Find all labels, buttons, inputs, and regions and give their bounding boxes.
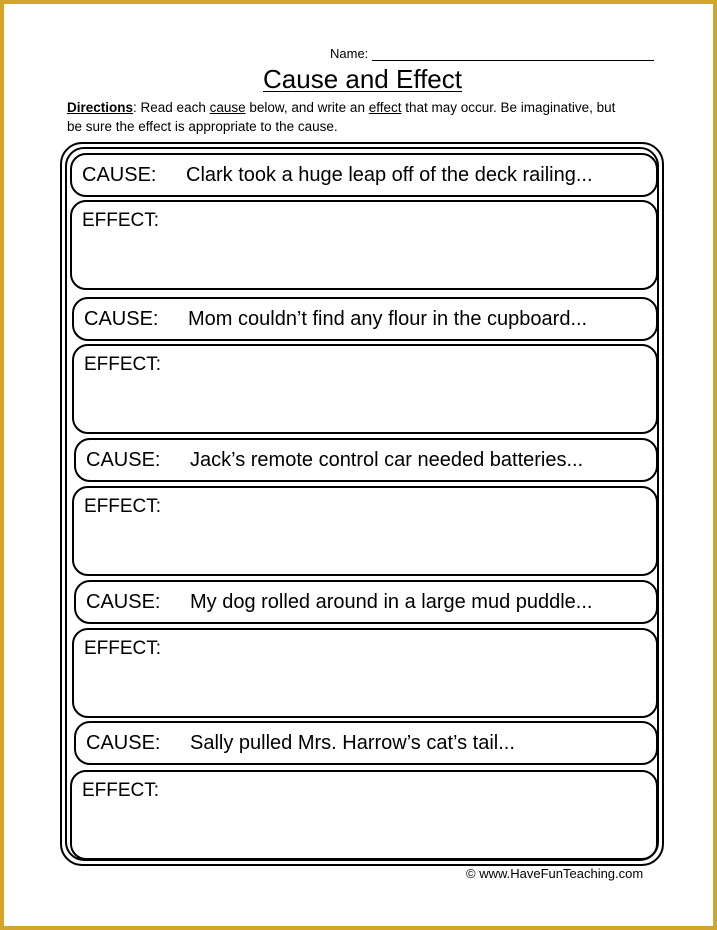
copyright-footer: © www.HaveFunTeaching.com bbox=[466, 866, 644, 881]
effect-box-4[interactable] bbox=[72, 628, 658, 718]
directions-label: Directions bbox=[67, 100, 134, 115]
effect-box-2[interactable] bbox=[72, 344, 658, 434]
directions-text-1: : Read each bbox=[133, 100, 210, 115]
worksheet-inner-border bbox=[65, 147, 659, 861]
effect-box-5[interactable] bbox=[70, 770, 658, 860]
cause-label: CAUSE: bbox=[86, 732, 161, 754]
cause-text-1: Clark took a huge leap off of the deck railing... bbox=[186, 164, 593, 186]
cause-box-3 bbox=[74, 438, 658, 482]
effect-label: EFFECT: bbox=[84, 496, 162, 517]
cause-label: CAUSE: bbox=[86, 591, 161, 613]
worksheet-title: Cause and Effect bbox=[263, 64, 462, 94]
cause-label: CAUSE: bbox=[86, 449, 161, 471]
cause-box-1 bbox=[70, 153, 658, 197]
effect-label: EFFECT: bbox=[84, 354, 162, 375]
effect-box-1[interactable] bbox=[70, 200, 658, 290]
cause-box-2 bbox=[72, 297, 658, 341]
cause-text-2: Mom couldn’t find any flour in the cupboard... bbox=[188, 308, 588, 330]
worksheet-outer-border bbox=[60, 142, 664, 866]
name-field bbox=[330, 46, 654, 61]
directions-word-cause: cause bbox=[209, 100, 246, 115]
cause-text-3: Jack’s remote control car needed batteries... bbox=[190, 449, 584, 471]
effect-box-3[interactable] bbox=[72, 486, 658, 576]
cause-text-4: My dog rolled around in a large mud puddle... bbox=[190, 591, 593, 613]
effect-label: EFFECT: bbox=[82, 780, 160, 801]
directions-word-effect: effect bbox=[368, 100, 402, 115]
effect-label: EFFECT: bbox=[82, 210, 160, 231]
name-label: Name: bbox=[330, 46, 369, 61]
directions-text-2: below, and write an bbox=[245, 100, 369, 115]
cause-box-5 bbox=[74, 721, 658, 765]
cause-text-5: Sally pulled Mrs. Harrow’s cat’s tail... bbox=[190, 732, 515, 754]
directions-text-3: that may occur. Be imaginative, but be sure the effect is appropriate to the cause. bbox=[67, 100, 616, 134]
cause-label: CAUSE: bbox=[84, 308, 159, 330]
cause-label: CAUSE: bbox=[82, 164, 157, 186]
effect-label: EFFECT: bbox=[84, 638, 162, 659]
name-blank-line[interactable] bbox=[372, 46, 654, 61]
directions-paragraph bbox=[67, 98, 627, 136]
cause-box-4 bbox=[74, 580, 658, 624]
